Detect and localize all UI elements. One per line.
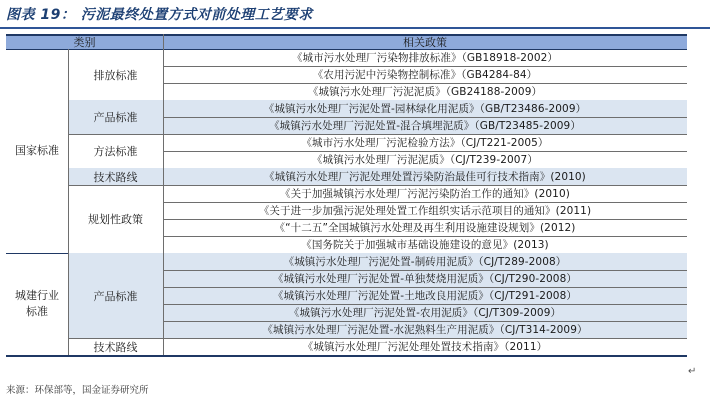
table-rule: [163, 151, 687, 152]
table-rule: [163, 287, 687, 288]
title-divider: [0, 27, 710, 29]
policy-row: 《城镇污水处理厂污泥泥质》（CJ/T239-2007）: [312, 154, 538, 166]
table-rule: [163, 83, 687, 84]
policy-row: 《城镇污水处理厂污泥处理处置污染防治最佳可行技术指南》(2010): [163, 168, 687, 185]
subcategory-label: 产品标准: [68, 100, 163, 134]
policy-row: 《城镇污水处理厂污泥泥质》（GB24188-2009）: [307, 86, 543, 98]
subcategory-label: 方法标准: [93, 145, 138, 158]
header-policy: 相关政策: [163, 34, 687, 49]
table-rule: [163, 304, 687, 305]
subcategory-label: 排放标准: [93, 68, 138, 82]
policy-row: 《城镇污水处理厂污泥处置-水泥熟料生产用泥质》（CJ/T314-2009）: [163, 321, 687, 338]
table-rule: [163, 117, 687, 118]
table-rule: [6, 34, 687, 36]
figure-title-bar: [0, 0, 710, 28]
policy-row: 《城市污水处理厂污泥检验方法》（CJ/T221-2005）: [301, 137, 549, 149]
group-label: 国家标准: [15, 144, 59, 157]
figure-title: 图表 19： 污泥最终处置方式对前处理工艺要求: [6, 7, 313, 23]
table-rule: [163, 202, 687, 203]
table-rule: [6, 355, 687, 357]
table-rule: [68, 49, 69, 355]
policy-row: 《城镇污水处理厂污泥处理处置技术指南》（2011）: [302, 341, 548, 353]
table-rule: [163, 219, 687, 220]
subcategory-label: 技术路线: [68, 168, 163, 185]
header-category: 类别: [6, 34, 163, 49]
policy-row: 《城镇污水处理厂污泥处置-园林绿化用泥质》（GB/T23486-2009）: [163, 100, 687, 117]
table-rule: [163, 236, 687, 237]
policy-row: 《城市污水处理厂污染物排放标准》（GB18918-2002）: [291, 52, 558, 64]
group-label: 城建行业标准: [15, 289, 59, 318]
subcategory-label: 技术路线: [93, 340, 138, 354]
policy-row: 《“十二五”全国城镇污水处理及再生利用设施建设规划》(2012): [274, 222, 576, 234]
paragraph-mark: ↵: [688, 366, 697, 377]
subcategory-label: 规划性政策: [88, 213, 143, 226]
source-note: 来源：环保部等，国金证券研究所: [6, 385, 149, 396]
policy-row: 《城镇污水处理厂污泥处置-土地改良用泥质》（CJ/T291-2008）: [163, 287, 687, 304]
policy-row: 《国务院关于加强城市基础设施建设的意见》(2013): [301, 239, 549, 251]
policy-row: 《城镇污水处理厂污泥处置-农用泥质》（CJ/T309-2009）: [163, 304, 687, 321]
table-rule: [163, 321, 687, 322]
policy-row: 《城镇污水处理厂污泥处置-制砖用泥质》（CJ/T289-2008）: [163, 253, 687, 270]
table-rule: [163, 66, 687, 67]
policy-table: [6, 34, 687, 377]
policy-row: 《城镇污水处理厂污泥处置-单独焚烧用泥质》（CJ/T290-2008）: [163, 270, 687, 287]
policy-row: 《城镇污水处理厂污泥处置-混合填埋泥质》（GB/T23485-2009）: [163, 117, 687, 134]
policy-row: 《农用污泥中污染物控制标准》（GB4284-84）: [312, 69, 538, 81]
table-rule: [163, 34, 164, 355]
table-rule: [163, 270, 687, 271]
subcategory-label: 产品标准: [68, 253, 163, 338]
policy-row: 《关于加强城镇污水处理厂污泥污染防治工作的通知》(2010): [280, 188, 570, 200]
policy-row: 《关于进一步加强污泥处理处置工作组织实话示范项目的通知》(2011): [258, 205, 592, 217]
